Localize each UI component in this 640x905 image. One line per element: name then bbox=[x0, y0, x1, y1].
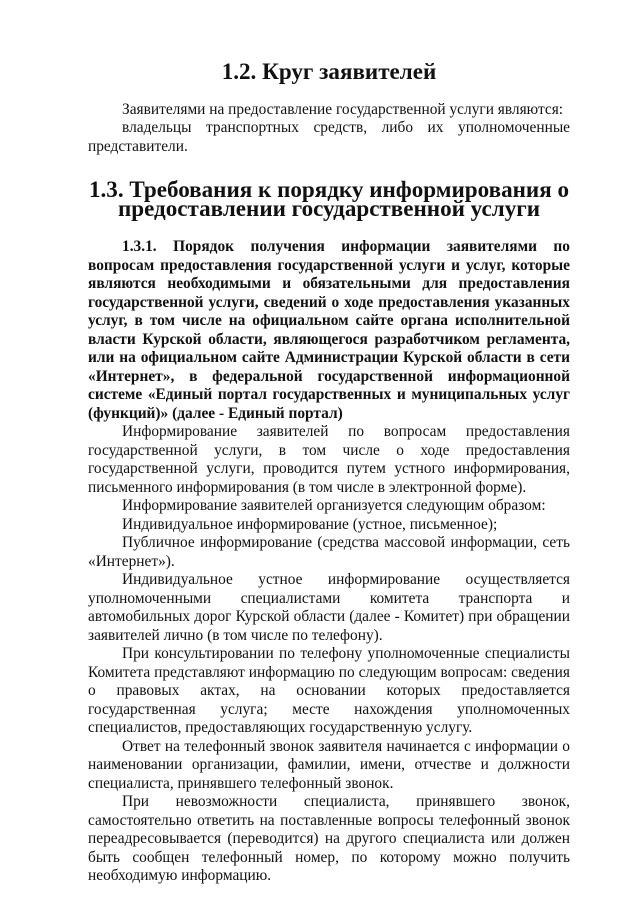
section-1-2-paragraph: владельцы транспортных средств, либо их уполномоченные представители. bbox=[88, 119, 570, 155]
body-paragraph: Публичное информирование (средства массовой информации, сеть «Интернет»). bbox=[88, 534, 570, 570]
body-paragraph: При невозможности специалиста, принявшего звонок, самостоятельно ответить на поставленные вопросы телефонный звонок переадресовывается (переводится) на другого специалиста или должен быть сообщен телефонный номер, по которому можно получить необходимую информацию. bbox=[88, 793, 570, 884]
body-paragraph: Информирование заявителей по вопросам предоставления государственной услуги, в том числе о ходе предоставления государственной услуги, проводится путем устного информирования, письменного информирования (в том числе в электронной форме). bbox=[88, 423, 570, 496]
body-paragraph: Ответ на телефонный звонок заявителя начинается с информации о наименовании организации, фамилии, имени, отчестве и должности специалиста, принявшего телефонный звонок. bbox=[88, 737, 570, 792]
section-1-3-title: 1.3. Требования к порядку информирования о предоставлении государственной услуги bbox=[89, 176, 569, 221]
body-paragraph: Индивидуальное устное информирование осуществляется уполномоченными специалистами комитета транспорта и автомобильных дорог Курской области (далее - Комитет) при обращении заявителей лично (в том числе по телефону). bbox=[88, 571, 570, 644]
body-paragraph: При консультировании по телефону уполномоченные специалисты Комитета представляют информацию по следующим вопросам: сведения о правовых актах, на основании которых предоставляется государственная услуга; месте нахождения уполномоченных специалистов, предоставляющих государственную услугу. bbox=[88, 645, 570, 736]
section-1-3-1-heading: 1.3.1. Порядок получения информации заявителями по вопросам предоставления государственной услуги и услуг, которые являются необходимыми и обязательными для предоставления государственной услуги, сведений о ходе предоставления указанных услуг, в том числе на официальном сайте органа исполнительной власти Курской области, являющегося разработчиком регламента, или на официальном сайте Администрации Курской области в сети «Интернет», в федеральной государственной информационной системе «Единый портал государственных и муниципальных услуг (функций)» (далее - Единый портал) bbox=[88, 238, 570, 422]
body-paragraph: Индивидуальное информирование (устное, письменное); bbox=[122, 515, 498, 533]
section-1-2-title: 1.2. Круг заявителей bbox=[221, 58, 437, 84]
section-1-2-paragraph: Заявителями на предоставление государственной услуги являются: bbox=[122, 100, 564, 118]
body-paragraph: Информирование заявителей организуется следующим образом: bbox=[122, 497, 546, 514]
